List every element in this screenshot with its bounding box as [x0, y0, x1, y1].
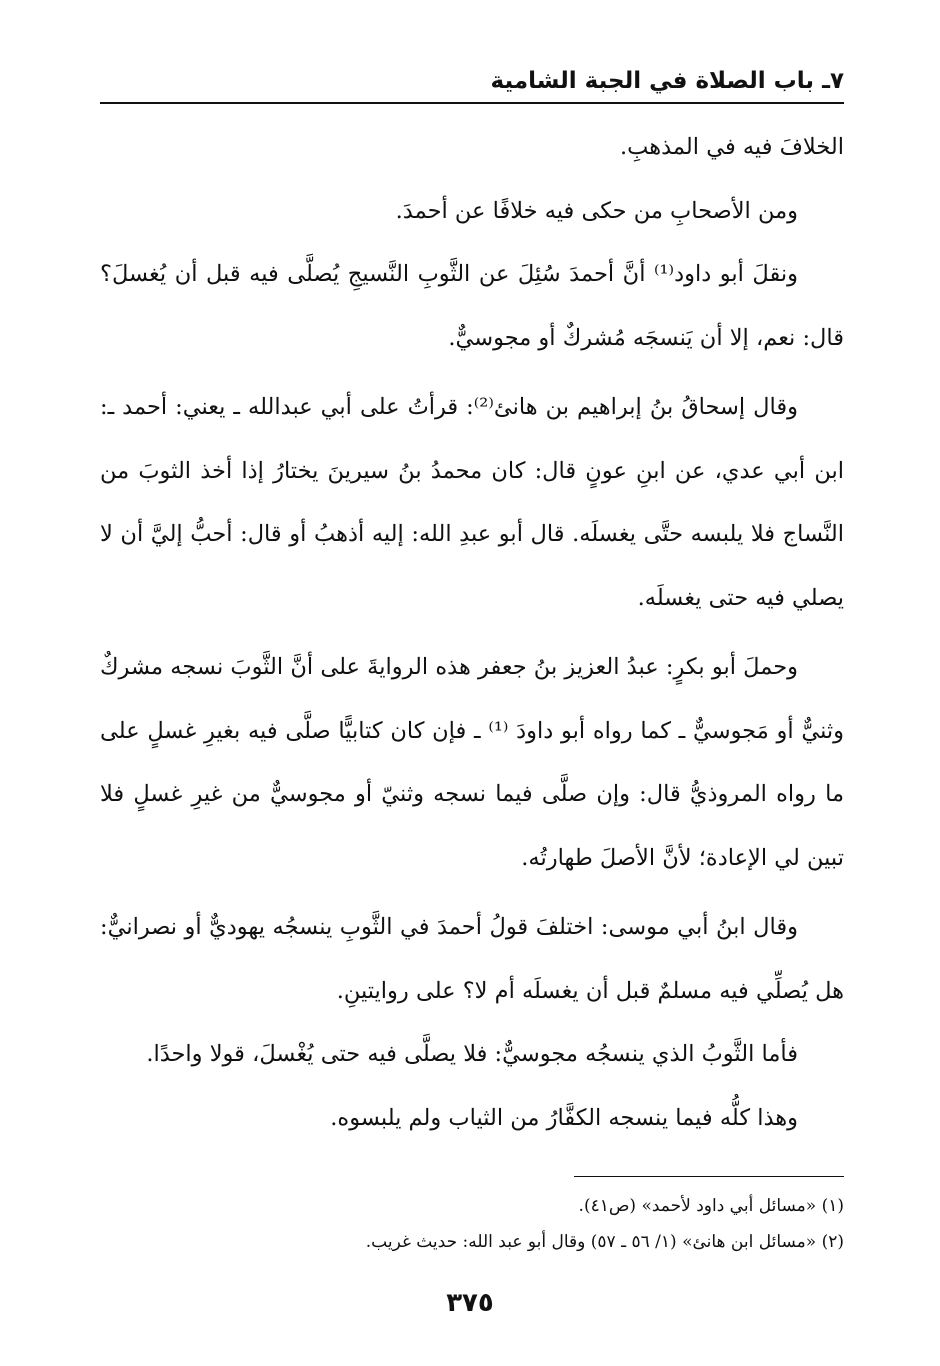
paragraph: ونقلَ أبو داود⁽¹⁾ أنَّ أحمدَ سُئِلَ عن الثَّوبِ النَّسيجِ يُصلَّى فيه قبل أن يُغسلَ؟ قال: نعم، إلا أن يَنسجَه مُشركٌ أو مجوسيٌّ.	[100, 261, 844, 351]
paragraph: وقال إسحاقُ بنُ إبراهيم بن هانئ⁽²⁾: قرأتُ على أبي عبدالله ـ يعني: أحمد ـ: ابن أبي عدي، عن ابنِ عونٍ قال: كان محمدُ بنُ سيرينَ يختارُ إذا أخذ الثوبَ من النَّساج فلا يلبسه حتَّى يغسلَه. قال أبو عبدِ الله: إليه أذهبُ أو قال: أحبُّ إليَّ أن لا يصلي فيه حتى يغسلَه.	[100, 394, 844, 611]
footnotes	[100, 1188, 844, 1260]
paragraph: وقال ابنُ أبي موسى: اختلفَ قولُ أحمدَ في الثَّوبِ ينسجُه يهوديٌّ أو نصرانيٌّ: هل يُصلِّي فيه مسلمٌ قبل أن يغسلَه أم لا؟ على روايتينِ.	[100, 914, 844, 1004]
page-number: ٣٧٥	[446, 1288, 494, 1318]
footnote-separator	[574, 1176, 844, 1177]
body-text	[100, 116, 844, 1150]
paragraph: فأما الثَّوبُ الذي ينسجُه مجوسيٌّ: فلا يصلَّى فيه حتى يُغْسلَ، قولا واحدًا.	[146, 1041, 798, 1067]
running-header	[100, 66, 844, 100]
header-rule	[100, 102, 844, 104]
paragraph-continuation: الخلافَ فيه في المذهبِ.	[620, 134, 844, 160]
paragraph: وهذا كلُّه فيما ينسجه الكفَّارُ من الثياب ولم يلبسوه.	[330, 1104, 798, 1131]
footnote: (١) «مسائل أبي داود لأحمد» (ص٤١).	[578, 1196, 844, 1216]
paragraph: ومن الأصحابِ من حكى فيه خلافًا عن أحمدَ.	[395, 197, 798, 224]
chapter-title: ٧ـ باب الصلاة في الجبة الشامية	[490, 68, 844, 94]
footnote: (٢) «مسائل ابن هانئ» (١/ ٥٦ ـ ٥٧) وقال أبو عبد الله: حديث غريب.	[365, 1232, 844, 1252]
paragraph: وحملَ أبو بكرٍ: عبدُ العزيز بنُ جعفر هذه الروايةَ على أنَّ الثَّوبَ نسجه مشركٌ وثنيٌّ أو مَجوسيٌّ ـ كما رواه أبو داودَ ⁽¹⁾ ـ فإن كان كتابيًّا صلَّى فيه بغيرِ غسلٍ على ما رواه المروذيُّ قال: وإن صلَّى فيما نسجه وثنيّ أو مجوسيٌّ من غيرِ غسلٍ فلا تبين لي الإعادة؛ لأنَّ الأصلَ طهارتُه.	[100, 654, 844, 871]
